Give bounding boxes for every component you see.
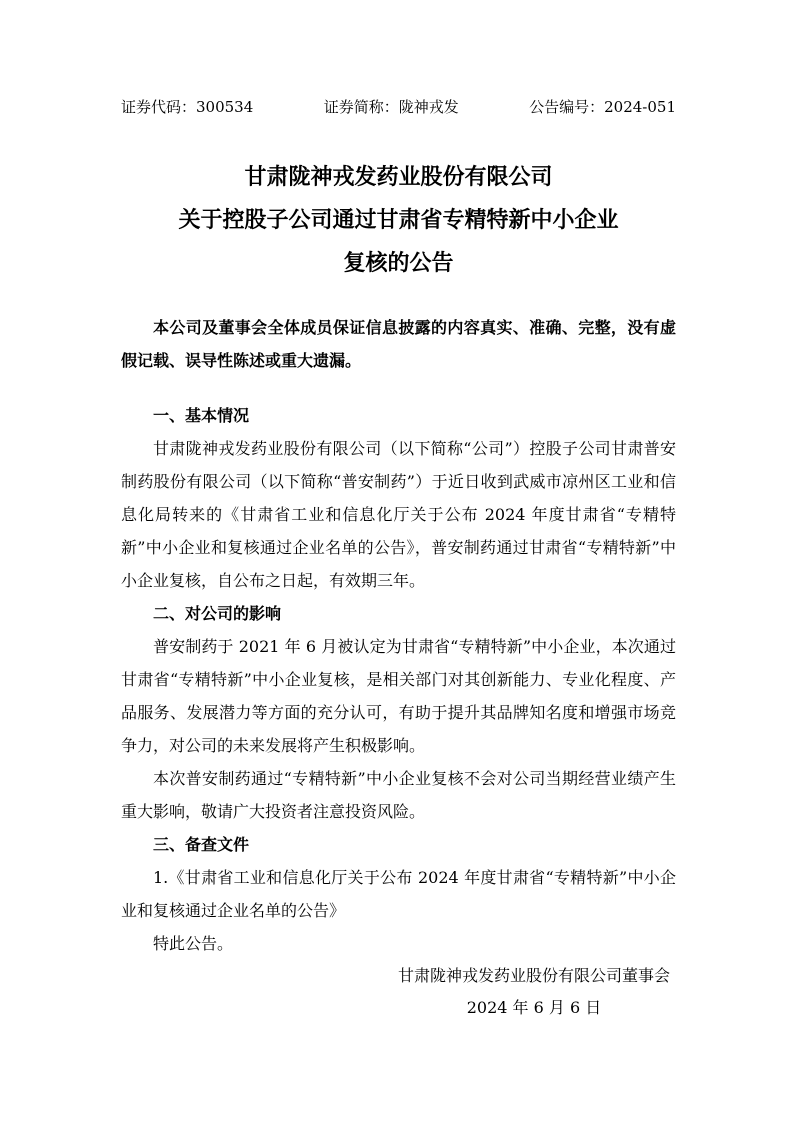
document-title-line-2: 关于控股子公司通过甘肃省专精特新中小企业 (178, 207, 619, 233)
section-2-paragraph-2: 本次普安制药通过“专精特新”中小企业复核不会对公司当期经营业绩产生重大影响，敬请广大投资者注意投资风险。 (121, 769, 676, 821)
stock-name-label: 证券简称：陇神戎发 (323, 98, 459, 116)
document-title-line-3: 复核的公告 (343, 250, 454, 276)
stock-code-label: 证券代码：300534 (121, 98, 254, 116)
section-1-heading: 一、基本情况 (153, 406, 250, 425)
closing-statement: 特此公告。 (153, 934, 234, 953)
section-3-heading: 三、备查文件 (153, 835, 250, 854)
board-declaration: 本公司及董事会全体成员保证信息披露的内容真实、准确、完整，没有虚假记载、误导性陈述或重大遗漏。 (121, 318, 676, 370)
signature-date: 2024 年 6 月 6 日 (466, 998, 602, 1017)
announcement-number-label: 公告编号：2024-051 (529, 98, 676, 116)
section-2-paragraph-1: 普安制药于 2021 年 6 月被认定为甘肃省“专精特新”中小企业，本次通过甘肃省“专精特新”中小企业复核，是相关部门对其创新能力、专业化程度、产品服务、发展潜力等方面的充分认可，有助于提升其品牌知名度和增强市场竞争力，对公司的未来发展将产生积极影响。 (121, 637, 676, 755)
section-3-paragraph-1: 1.《甘肃省工业和信息化厅关于公布 2024 年度甘肃省“专精特新”中小企业和复核通过企业名单的公告》 (121, 868, 676, 920)
signature-block (398, 960, 670, 1024)
signature-company: 甘肃陇神戎发药业股份有限公司董事会 (397, 966, 670, 985)
document-title-line-1: 甘肃陇神戎发药业股份有限公司 (244, 164, 553, 190)
document-title (121, 156, 676, 285)
section-1-paragraph-1: 甘肃陇神戎发药业股份有限公司（以下简称“公司”）控股子公司甘肃普安制药股份有限公司（以下简称“普安制药”）于近日收到武威市凉州区工业和信息化局转来的《甘肃省工业和信息化厅关于公布 2024 年度甘肃省“专精特新”中小企业和复核通过企业名单的公告》，普安制药通过甘肃省“专精特新”中小企业复核，自公布之日起，有效期三年。 (121, 439, 676, 590)
section-2-heading: 二、对公司的影响 (153, 604, 282, 623)
document-header-row (121, 96, 676, 118)
